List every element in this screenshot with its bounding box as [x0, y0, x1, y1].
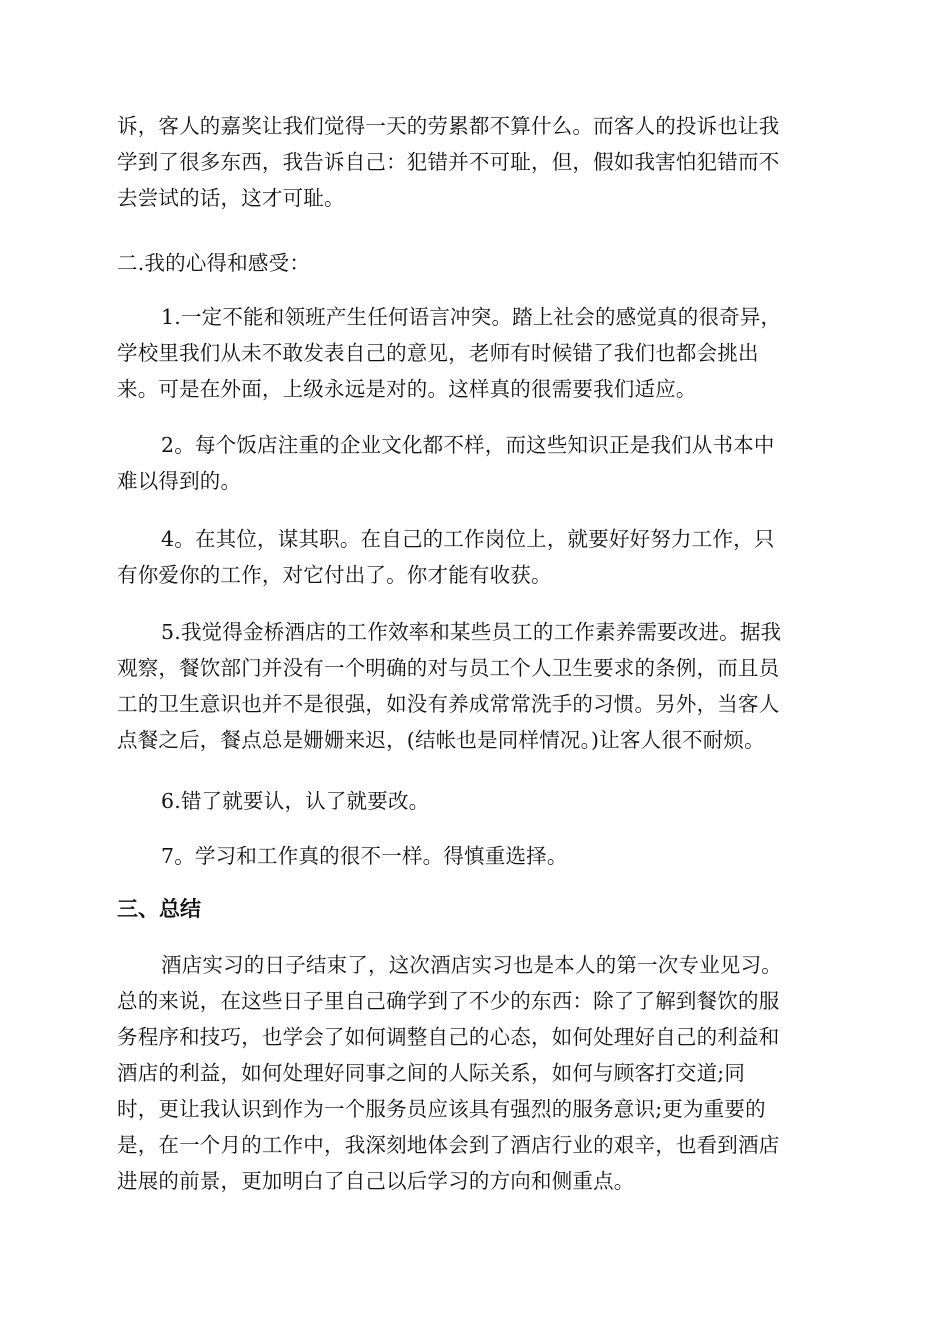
text-line: 4。在其位，谋其职。在自己的工作岗位上，就要好好努力工作，只 [161, 527, 775, 551]
text-line: 学校里我们从未不敢发表自己的意见，老师有时候错了我们也都会挑出 [117, 341, 759, 365]
text-line: 难以得到的。 [117, 469, 242, 493]
text-line: 来。可是在外面，上级永远是对的。这样真的很需要我们适应。 [117, 377, 697, 401]
heading-text: 二.我的心得和感受： [117, 251, 311, 275]
heading-text: 三、总结 [117, 897, 201, 921]
text-line: 7。学习和工作真的很不一样。得慎重选择。 [161, 844, 568, 868]
text-line: 有你爱你的工作，对它付出了。你才能有收获。 [117, 563, 552, 587]
text-line: 2。每个饭店注重的企业文化都不样，而这些知识正是我们从书本中 [161, 433, 775, 457]
text-line: 总的来说，在这些日子里自己确学到了不少的东西：除了了解到餐饮的服 [117, 989, 780, 1013]
text-line: 酒店实习的日子结束了，这次酒店实习也是本人的第一次专业见习。 [161, 953, 782, 977]
section-heading-2 [117, 245, 839, 281]
text-line: 观察，餐饮部门并没有一个明确的对与员工个人卫生要求的条例，而且员 [117, 656, 780, 680]
text-line: 务程序和技巧，也学会了如何调整自己的心态，如何处理好自己的利益和 [117, 1025, 780, 1049]
text-line: 1.一定不能和领班产生任何语言冲突。踏上社会的感觉真的很奇异， [161, 305, 782, 329]
text-line: 时，更让我认识到作为一个服务员应该具有强烈的服务意识;更为重要的 [117, 1097, 766, 1121]
section-heading-3 [117, 891, 201, 927]
text-line: 进展的前景，更加明白了自己以后学习的方向和侧重点。 [117, 1169, 635, 1193]
text-line: 工的卫生意识也并不是很强，如没有养成常常洗手的习惯。另外，当客人 [117, 692, 780, 716]
text-line: 诉，客人的嘉奖让我们觉得一天的劳累都不算什么。而客人的投诉也让我 [117, 114, 780, 138]
paragraph-item-5 [117, 614, 839, 758]
text-line: 点餐之后，餐点总是姗姗来迟，(结帐也是同样情况。)让客人很不耐烦。 [117, 728, 765, 752]
text-line: 是，在一个月的工作中，我深刻地体会到了酒店行业的艰辛，也看到酒店 [117, 1133, 780, 1157]
paragraph-item-2 [117, 427, 839, 499]
text-line: 去尝试的话，这才可耻。 [117, 186, 345, 210]
paragraph-item-6 [117, 783, 839, 819]
text-line: 学到了很多东西，我告诉自己：犯错并不可耻，但，假如我害怕犯错而不 [117, 150, 780, 174]
text-line: 6.错了就要认，认了就要改。 [161, 789, 430, 813]
paragraph-complaints [117, 108, 839, 216]
paragraph-item-1 [117, 299, 839, 407]
text-line: 酒店的利益，如何处理好同事之间的人际关系，如何与顾客打交道;同 [117, 1061, 746, 1085]
paragraph-item-4 [117, 521, 839, 593]
paragraph-summary [117, 947, 839, 1199]
text-line: 5.我觉得金桥酒店的工作效率和某些员工的工作素养需要改进。据我 [161, 620, 782, 644]
paragraph-item-7 [117, 838, 839, 874]
